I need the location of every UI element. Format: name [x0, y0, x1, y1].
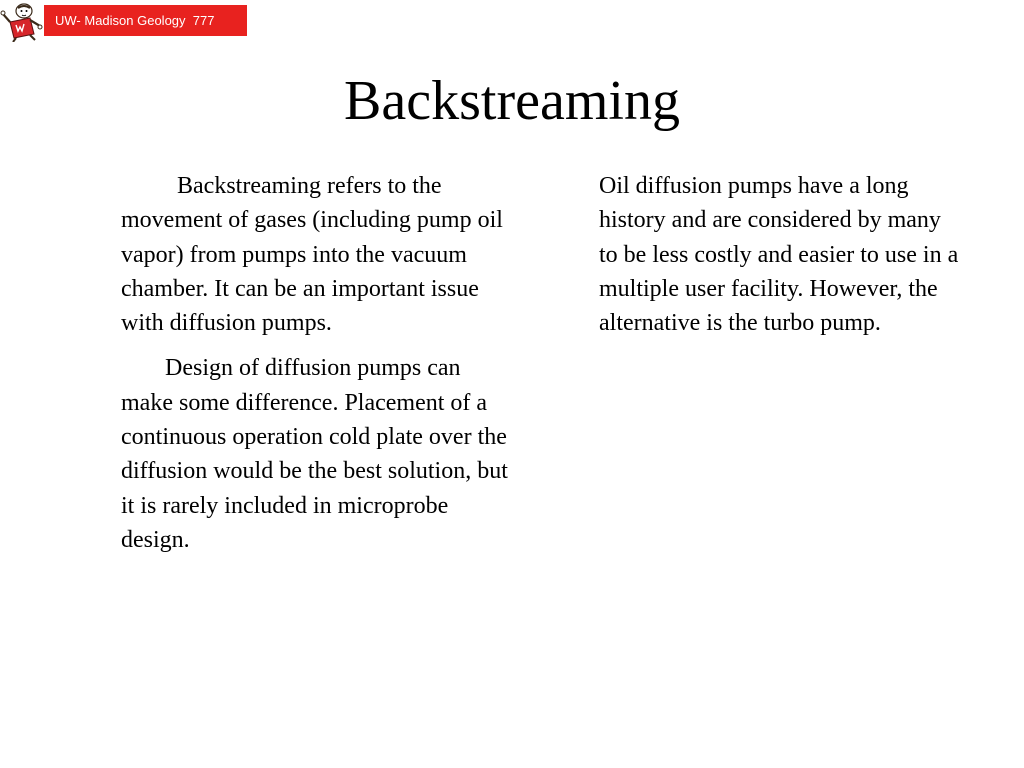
right-text-column	[599, 169, 959, 340]
left-text-column	[121, 169, 511, 557]
diffusion-pump-design-paragraph: Design of diffusion pumps can make some difference. Placement of a continuous operation cold plate over the diffusion would be the best solution, but it is rarely included in microprobe design.	[121, 355, 508, 553]
slide-title: Backstreaming	[344, 70, 680, 132]
badger-mascot-icon	[0, 0, 44, 42]
course-banner: UW- Madison Geology 777	[44, 5, 247, 36]
backstreaming-definition-paragraph: Backstreaming refers to the movement of gases (including pump oil vapor) from pumps into the vacuum chamber. It can be an important issue with diffusion pumps.	[121, 173, 503, 337]
oil-diffusion-pumps-paragraph: Oil diffusion pumps have a long history and are considered by many to be less costly and easier to use in a multiple user facility. However, the alternative is the turbo pump.	[599, 173, 959, 337]
